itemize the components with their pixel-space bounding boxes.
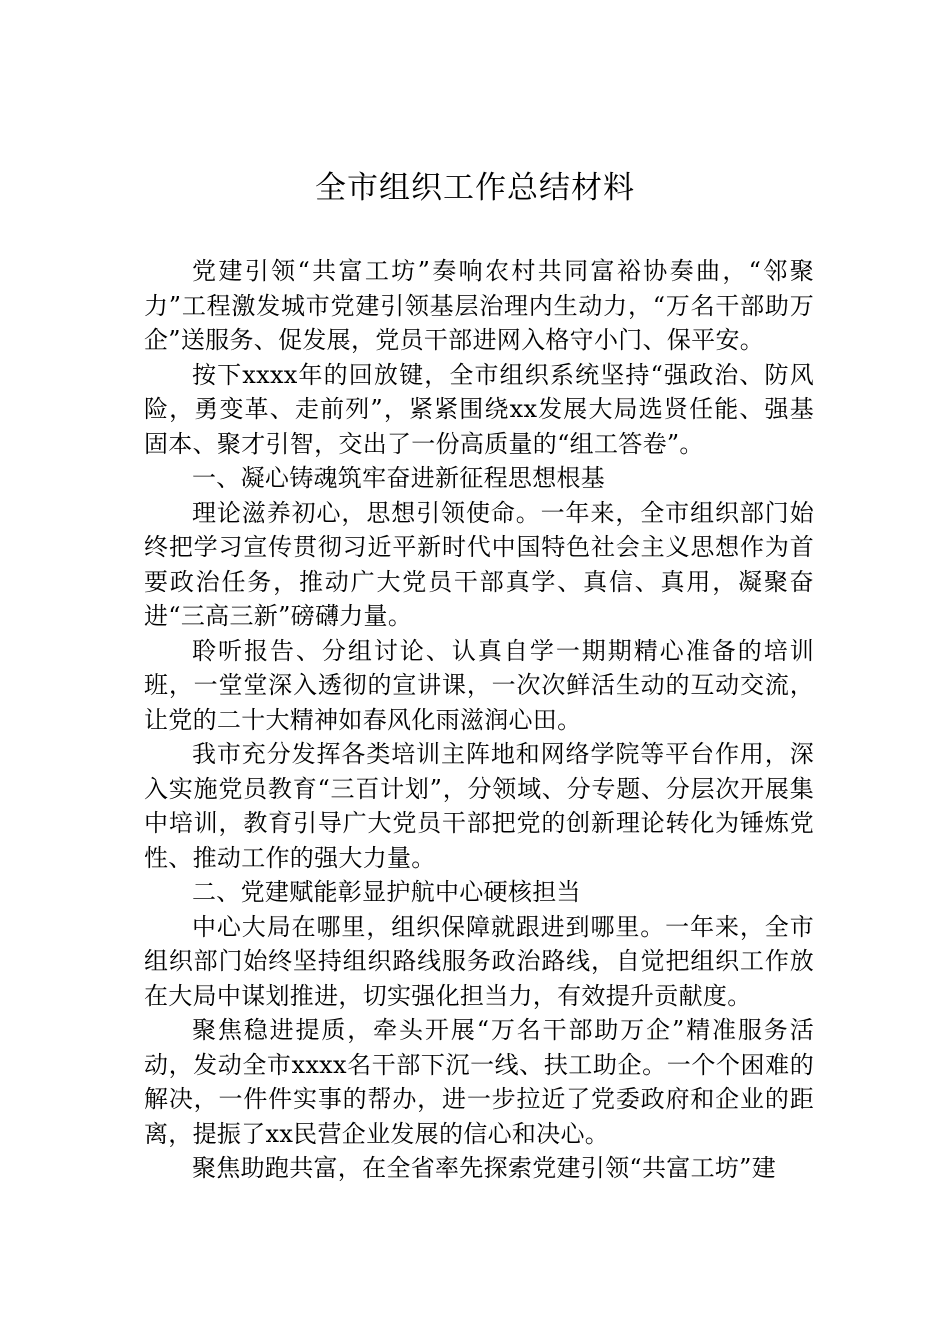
document-title: 全市组织工作总结材料 (315, 170, 635, 206)
paragraph-training: 聆听报告、分组讨论、认真自学一期期精心准备的培训班，一堂堂深入透彻的宣讲课，一次次鲜活生动的互动交流，让党的二十大精神如春风化雨滋润心田。 (144, 636, 814, 734)
section-heading-2: 二、党建赋能彰显护航中心硬核担当 (192, 878, 581, 906)
paragraph-theory: 理论滋养初心，思想引领使命。一年来，全市组织部门始终把学习宣传贯彻习近平新时代中国特色社会主义思想作为首要政治任务，推动广大党员干部真学、真信、真用，凝聚奋进“三高三新”磅礴力量。 (144, 498, 814, 630)
section-heading-1: 一、凝心铸魂筑牢奋进新征程思想根基 (192, 464, 606, 492)
paragraph-platform: 我市充分发挥各类培训主阵地和网络学院等平台作用，深入实施党员教育“三百计划”，分领域、分专题、分层次开展集中培训，教育引导广大党员干部把党的创新理论转化为锤炼党性、推动工作的强大力量。 (144, 740, 814, 872)
paragraph-review: 按下xxxx年的回放键，全市组织系统坚持“强政治、防风险，勇变革、走前列”，紧紧围绕xx发展大局选贤任能、强基固本、聚才引智，交出了一份高质量的“组工答卷”。 (144, 360, 814, 458)
paragraph-center: 中心大局在哪里，组织保障就跟进到哪里。一年来，全市组织部门始终坚持组织路线服务政治路线，自觉把组织工作放在大局中谋划推进，切实强化担当力，有效提升贡献度。 (144, 912, 814, 1010)
paragraph-intro: 党建引领“共富工坊”奏响农村共同富裕协奏曲，“邻聚力”工程激发城市党建引领基层治理内生动力，“万名干部助万企”送服务、促发展，党员干部进网入格守小门、保平安。 (144, 257, 814, 354)
document-body (144, 254, 814, 1186)
paragraph-service: 聚焦稳进提质，牵头开展“万名干部助万企”精准服务活动，发动全市xxxx名干部下沉一线、扶工助企。一个个困难的解决，一件件实事的帮办，进一步拉近了党委政府和企业的距离，提振了xx民营企业发展的信心和决心。 (144, 1016, 814, 1148)
paragraph-common-prosperity: 聚焦助跑共富，在全省率先探索党建引领“共富工坊”建 (192, 1154, 777, 1182)
